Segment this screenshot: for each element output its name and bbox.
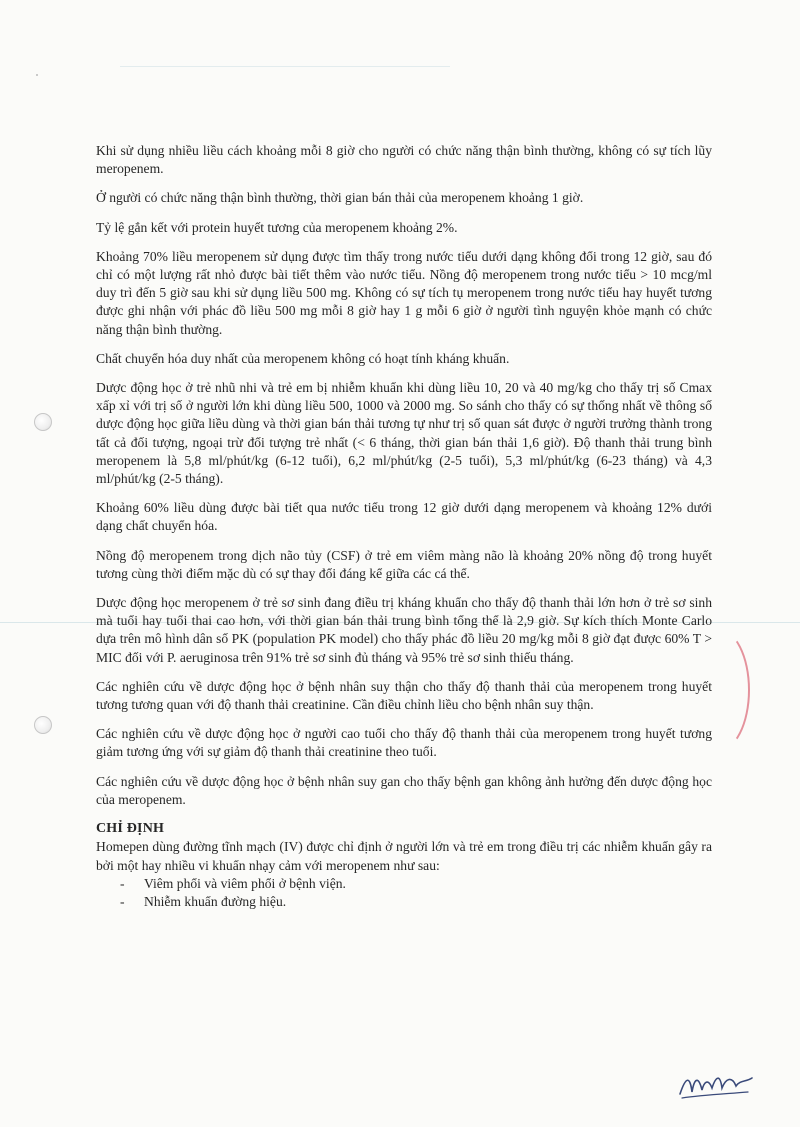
paragraph: Dược động học meropenem ở trẻ sơ sinh đang điều trị kháng khuẩn cho thấy độ thanh thải lớn hơn ở trẻ sơ sinh mà tuổi hay tuổi thai cao hơn, với thời gian bán thải trung bình tổng thể là 2,9 giờ. Sự kích thích Monte Carlo dựa trên mô hình dân số PK (population PK model) cho thấy phác đồ liều 20 mg/kg mỗi 8 giờ đạt được 60% T > MIC đối với P. aeruginosa trên 91% trẻ sơ sinh đủ tháng và 95% trẻ sơ sinh thiếu tháng. <box>96 595 712 665</box>
list-item <box>96 875 712 893</box>
punch-hole-icon <box>34 413 52 431</box>
scan-artifact-line <box>120 66 450 67</box>
paragraph: Dược động học ở trẻ nhũ nhi và trẻ em bị nhiễm khuẩn khi dùng liều 10, 20 và 40 mg/kg cho thấy trị số Cmax xấp xỉ với trị số ở người lớn khi dùng liều 500, 1000 và 2000 mg. So sánh cho thấy có sự thống nhất về thông số dược động học giữa liều dùng và thời gian bán thải tương tự như trị số quan sát được ở người trưởng thành trong tất cả đối tượng, ngoại trừ đối tượng trẻ nhất (< 6 tháng, thời gian bán thải 1,6 giờ). Độ thanh thải trung bình meropenem là 5,8 ml/phút/kg (6-12 tuổi), 6,2 ml/phút/kg (2-5 tuổi), 5,3 ml/phút/kg (6-23 tháng) và 4,3 ml/phút/kg (2-5 tháng). <box>96 380 712 487</box>
signature-icon <box>676 1068 756 1102</box>
body-text <box>96 142 712 912</box>
paragraph: Nồng độ meropenem trong dịch não tủy (CSF) ở trẻ em viêm màng não là khoảng 20% nồng độ trong huyết tương cùng thời điểm mặc dù có sự thay đổi đáng kể giữa các cá thể. <box>96 547 712 581</box>
paragraph: Chất chuyển hóa duy nhất của meropenem không có hoạt tính kháng khuẩn. <box>96 350 510 366</box>
punch-hole-icon <box>34 716 52 734</box>
scan-speck <box>36 74 38 76</box>
paragraph: Các nghiên cứu về dược động học ở bệnh nhân suy gan cho thấy bệnh gan không ảnh hưởng đến dược động học của meropenem. <box>96 773 712 807</box>
indication-list <box>96 875 712 912</box>
section-heading-indication: CHỈ ĐỊNH <box>96 821 165 837</box>
paragraph: Khoảng 60% liều dùng được bài tiết qua nước tiểu trong 12 giờ dưới dạng meropenem và khoảng 12% dưới dạng chất chuyển hóa. <box>96 500 712 534</box>
bullet-dash: - <box>120 875 125 891</box>
paragraph: Tỷ lệ gắn kết với protein huyết tương của meropenem khoảng 2%. <box>96 219 458 235</box>
paragraph: Các nghiên cứu về dược động học ở bệnh nhân suy thận cho thấy độ thanh thải của meropenem trong huyết tương tương quan với độ thanh thải creatinine. Cần điều chỉnh liều cho bệnh nhân suy thận. <box>96 678 712 713</box>
paragraph: Khoảng 70% liều meropenem sử dụng được tìm thấy trong nước tiểu dưới dạng không đổi trong 12 giờ, sau đó chỉ có một lượng rất nhỏ được bài tiết thêm vào nước tiểu. Nồng độ meropenem trong nước tiểu > 10 mcg/ml duy trì đến 5 giờ sau khi sử dụng liều 500 mg. Không có sự tích tụ meropenem trong nước tiểu hay huyết tương được ghi nhận với phác đồ liều 500 mg mỗi 8 giờ hay 1 g mỗi 6 giờ ở người tình nguyện khỏe mạnh có chức năng thận bình thường. <box>96 248 712 337</box>
list-item-text: Nhiễm khuẩn đường hiệu. <box>144 894 287 910</box>
list-item-text: Viêm phổi và viêm phổi ở bệnh viện. <box>144 875 346 891</box>
paragraph: Các nghiên cứu về dược động học ở người cao tuổi cho thấy độ thanh thải của meropenem trong huyết tương giảm tương ứng với sự giảm độ thanh thải creatinine theo tuổi. <box>96 726 712 760</box>
bullet-dash: - <box>120 894 125 910</box>
list-item <box>96 893 712 911</box>
paragraph: Ở người có chức năng thận bình thường, thời gian bán thải của meropenem khoảng 1 giờ. <box>96 190 584 206</box>
indication-intro: Homepen dùng đường tĩnh mạch (IV) được chỉ định ở người lớn và trẻ em trong điều trị các nhiễm khuẩn gây ra bởi một hay nhiều vi khuẩn nhạy cảm với meropenem như sau: <box>96 839 712 873</box>
paragraph: Khi sử dụng nhiều liều cách khoảng mỗi 8 giờ cho người có chức năng thận bình thường, không có sự tích lũy meropenem. <box>96 143 712 177</box>
